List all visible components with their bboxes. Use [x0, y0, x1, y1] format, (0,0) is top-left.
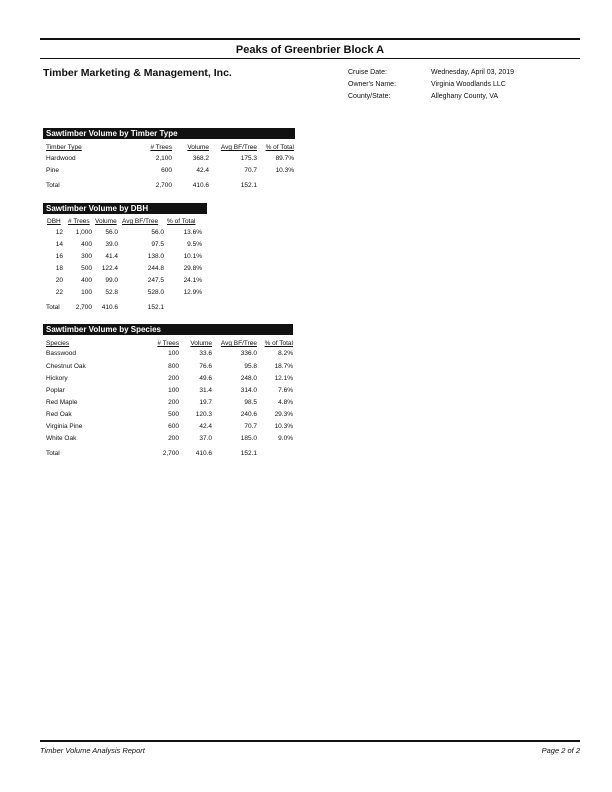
table-cell: 29.3% [274, 411, 293, 418]
table-cell: 244.8 [147, 265, 164, 272]
dbh-section-heading: Sawtimber Volume by DBH [43, 203, 207, 214]
table-cell: Virginia Pine [46, 423, 83, 430]
table-cell: 33.6 [199, 350, 212, 357]
table-cell: 9.0% [278, 435, 293, 442]
table-cell: 10.3% [275, 167, 294, 174]
table-cell: 76.6 [199, 363, 212, 370]
table-cell: 528.0 [147, 289, 164, 296]
table-cell: 97.5 [151, 241, 164, 248]
table-cell: 19.7 [199, 399, 212, 406]
table-cell: 120.3 [195, 411, 212, 418]
cruise-date-label: Cruise Date: [348, 69, 387, 76]
total-cell: Total [46, 450, 60, 457]
table-cell: Red Maple [46, 399, 78, 406]
column-header: % of Total [264, 340, 293, 347]
table-cell: 13.6% [183, 229, 202, 236]
table-cell: 99.0 [105, 277, 118, 284]
table-cell: 24.1% [183, 277, 202, 284]
table-cell: 248.0 [240, 375, 257, 382]
column-header: # Trees [157, 340, 179, 347]
timber-type-section-heading: Sawtimber Volume by Timber Type [43, 128, 295, 139]
total-cell: 152.1 [147, 304, 164, 311]
table-cell: 240.6 [240, 411, 257, 418]
table-cell: 49.6 [199, 375, 212, 382]
total-cell: 2,700 [155, 182, 172, 189]
table-cell: 31.4 [199, 387, 212, 394]
column-header: Volume [190, 340, 212, 347]
table-cell: 22 [55, 289, 63, 296]
table-cell: Pine [46, 167, 60, 174]
total-cell: Total [46, 304, 60, 311]
table-cell: 18.7% [274, 363, 293, 370]
report-name: Timber Volume Analysis Report [40, 746, 145, 755]
table-cell: 10.3% [274, 423, 293, 430]
table-cell: 70.7 [244, 167, 257, 174]
table-cell: 368.2 [192, 155, 209, 162]
page-title: Peaks of Greenbrier Block A [235, 44, 385, 56]
table-cell: 400 [81, 277, 92, 284]
table-cell: 95.8 [244, 363, 257, 370]
species-section-heading: Sawtimber Volume by Species [43, 324, 293, 335]
table-cell: 600 [161, 167, 172, 174]
table-cell: Chestnut Oak [46, 363, 86, 370]
table-cell: 200 [168, 435, 179, 442]
table-cell: 4.8% [278, 399, 293, 406]
table-cell: 56.0 [151, 229, 164, 236]
table-cell: 2,100 [155, 155, 172, 162]
table-cell: 12.9% [183, 289, 202, 296]
table-cell: 52.8 [105, 289, 118, 296]
column-header: % of Total [265, 144, 294, 151]
owner-name-label: Owner's Name: [348, 81, 397, 88]
footer-rule [40, 740, 580, 742]
table-cell: 1,000 [75, 229, 92, 236]
table-cell: 42.4 [196, 167, 209, 174]
table-cell: 336.0 [240, 350, 257, 357]
table-cell: Hickory [46, 375, 68, 382]
table-cell: 12.1% [274, 375, 293, 382]
table-cell: 18 [55, 265, 63, 272]
table-cell: 7.6% [278, 387, 293, 394]
county-state-label: County/State: [348, 93, 391, 100]
table-cell: 600 [168, 423, 179, 430]
total-cell: 2,700 [162, 450, 179, 457]
table-cell: Red Oak [46, 411, 72, 418]
column-header: Avg BF/Tree [220, 144, 257, 151]
table-cell: 500 [168, 411, 179, 418]
header-top-rule [40, 38, 580, 40]
table-cell: 10.1% [183, 253, 202, 260]
table-cell: Hardwood [46, 155, 76, 162]
table-cell: White Oak [46, 435, 77, 442]
table-cell: 70.7 [244, 423, 257, 430]
table-cell: Basswood [46, 350, 76, 357]
owner-name-value: Virginia Woodlands LLC [431, 81, 506, 88]
column-header: Avg BF/Tree [220, 340, 257, 347]
table-cell: 39.0 [105, 241, 118, 248]
table-cell: 56.0 [105, 229, 118, 236]
table-cell: 37.0 [199, 435, 212, 442]
table-cell: 20 [55, 277, 63, 284]
company-name: Timber Marketing & Management, Inc. [43, 67, 232, 79]
table-cell: 41.4 [105, 253, 118, 260]
table-cell: 29.8% [183, 265, 202, 272]
cruise-date-value: Wednesday, April 03, 2019 [431, 69, 515, 76]
column-header: Species [46, 340, 70, 347]
table-cell: 175.3 [240, 155, 257, 162]
total-cell: 410.6 [195, 450, 212, 457]
column-header: % of Total [167, 218, 196, 225]
table-cell: 138.0 [147, 253, 164, 260]
table-cell: 200 [168, 399, 179, 406]
table-cell: 200 [168, 375, 179, 382]
table-cell: 98.5 [244, 399, 257, 406]
column-header: Timber Type [46, 144, 82, 151]
table-cell: 100 [168, 387, 179, 394]
table-cell: 247.5 [147, 277, 164, 284]
page-number: Page 2 of 2 [541, 746, 580, 755]
table-cell: 122.4 [101, 265, 118, 272]
table-cell: 300 [81, 253, 92, 260]
table-cell: 89.7% [275, 155, 294, 162]
total-cell: 2,700 [75, 304, 92, 311]
column-header: DBH [47, 218, 61, 225]
table-cell: 12 [55, 229, 63, 236]
table-cell: 14 [55, 241, 63, 248]
table-cell: 100 [81, 289, 92, 296]
table-cell: 500 [81, 265, 92, 272]
column-header: Volume [95, 218, 117, 225]
table-cell: 800 [168, 363, 179, 370]
table-cell: Poplar [46, 387, 65, 394]
table-cell: 400 [81, 241, 92, 248]
table-cell: 185.0 [240, 435, 257, 442]
column-header: Avg BF/Tree [122, 218, 159, 225]
total-cell: 410.6 [101, 304, 118, 311]
table-cell: 8.2% [278, 350, 293, 357]
header-bottom-rule [40, 58, 580, 59]
table-cell: 16 [55, 253, 63, 260]
column-header: Volume [187, 144, 209, 151]
column-header: # Trees [68, 218, 90, 225]
table-cell: 42.4 [199, 423, 212, 430]
total-cell: 410.6 [192, 182, 209, 189]
table-cell: 9.5% [187, 241, 202, 248]
table-cell: 100 [168, 350, 179, 357]
table-cell: 314.0 [240, 387, 257, 394]
total-cell: 152.1 [240, 450, 257, 457]
county-state-value: Alleghany County, VA [431, 93, 499, 100]
column-header: # Trees [150, 144, 172, 151]
total-cell: 152.1 [240, 182, 257, 189]
total-cell: Total [46, 182, 60, 189]
